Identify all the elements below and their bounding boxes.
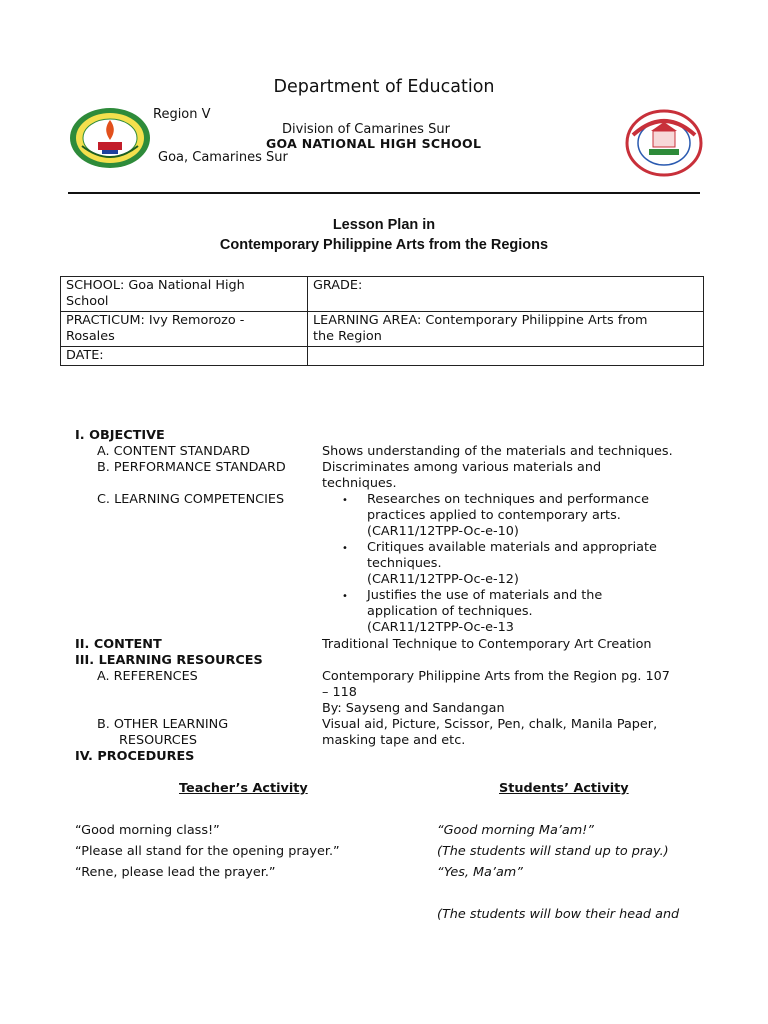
competency-line: Critiques available materials and appropriate — [367, 540, 657, 555]
header-divider — [68, 192, 700, 194]
competency-line: application of techniques. — [367, 604, 533, 619]
references-line: – 118 — [322, 685, 357, 700]
student-line: “Yes, Ma’am” — [437, 865, 523, 880]
division-text: Division of Camarines Sur — [282, 122, 450, 137]
references-line: By: Sayseng and Sandangan — [322, 701, 505, 716]
title-line-2: Contemporary Philippine Arts from the Regions — [219, 237, 549, 253]
practicum-cell-line: Rosales — [66, 329, 115, 344]
references-line: Contemporary Philippine Arts from the Region pg. 107 — [322, 669, 670, 684]
performance-standard-line: techniques. — [322, 476, 397, 491]
school-cell-line: School — [66, 294, 109, 309]
student-line: (The students will bow their head and — [437, 907, 680, 922]
lesson-info-table — [60, 276, 704, 366]
competency-line: Researches on techniques and performance — [367, 492, 649, 507]
other-resources-label-line: RESOURCES — [119, 733, 197, 748]
competency-line: techniques. — [367, 556, 442, 571]
procedures-heading: IV. PROCEDURES — [75, 749, 195, 764]
content-value: Traditional Technique to Contemporary Art Creation — [322, 637, 652, 652]
competency-code: (CAR11/12TPP-Oc-e-12) — [367, 572, 519, 587]
region-text: Region V — [153, 107, 211, 122]
performance-standard-value — [322, 460, 601, 492]
competency-line: practices applied to contemporary arts. — [367, 508, 621, 523]
bullet-icon: • — [342, 591, 348, 602]
bullet-icon: • — [342, 543, 348, 554]
competency-code: (CAR11/12TPP-Oc-e-10) — [367, 524, 519, 539]
learning-area-line: LEARNING AREA: Contemporary Philippine Arts from — [313, 313, 648, 328]
objective-heading: I. OBJECTIVE — [75, 428, 165, 443]
division-seal-logo — [68, 106, 152, 170]
school-seal-logo — [625, 109, 703, 177]
other-resources-label — [97, 717, 228, 749]
grade-cell: GRADE: — [308, 277, 704, 312]
town-text: Goa, Camarines Sur — [158, 150, 288, 165]
table-row — [61, 347, 704, 366]
bullet-icon: • — [342, 495, 348, 506]
references-label: A. REFERENCES — [97, 669, 198, 684]
table-row — [61, 312, 704, 347]
practicum-cell — [61, 312, 308, 347]
other-resources-line: masking tape and etc. — [322, 733, 466, 748]
learning-competencies-label: C. LEARNING COMPETENCIES — [97, 492, 285, 507]
practicum-cell-line: PRACTICUM: Ivy Remorozo - — [66, 313, 245, 328]
performance-standard-line: Discriminates among various materials and — [322, 460, 602, 475]
department-title: Department of Education — [273, 77, 495, 97]
competency-line: Justifies the use of materials and the — [367, 588, 603, 603]
learning-resources-heading: III. LEARNING RESOURCES — [75, 653, 263, 668]
empty-cell — [308, 347, 704, 366]
table-row — [61, 277, 704, 312]
learning-area-cell — [308, 312, 704, 347]
content-standard-value: Shows understanding of the materials and techniques. — [322, 444, 673, 459]
student-line: (The students will stand up to pray.) — [437, 844, 669, 859]
teacher-line: “Please all stand for the opening prayer.” — [75, 844, 340, 859]
other-resources-line: Visual aid, Picture, Scissor, Pen, chalk, Manila Paper, — [322, 717, 658, 732]
performance-standard-label: B. PERFORMANCE STANDARD — [97, 460, 286, 475]
teacher-line: “Good morning class!” — [75, 823, 220, 838]
title-line-1: Lesson Plan in — [332, 217, 436, 233]
lesson-plan-title — [0, 215, 768, 255]
teacher-line: “Rene, please lead the prayer.” — [75, 865, 276, 880]
competency-item — [367, 492, 649, 540]
school-cell-line: SCHOOL: Goa National High — [66, 278, 245, 293]
content-heading: II. CONTENT — [75, 637, 162, 652]
competency-item — [367, 588, 602, 636]
school-name: GOA NATIONAL HIGH SCHOOL — [266, 136, 482, 151]
content-standard-label: A. CONTENT STANDARD — [97, 444, 251, 459]
student-line: “Good morning Ma’am!” — [437, 823, 594, 838]
learning-area-line: the Region — [313, 329, 382, 344]
competency-code: (CAR11/12TPP-Oc-e-13 — [367, 620, 514, 635]
other-resources-value — [322, 717, 657, 749]
students-activity-heading: Students’ Activity — [499, 781, 629, 796]
date-cell: DATE: — [61, 347, 308, 366]
school-cell — [61, 277, 308, 312]
references-value — [322, 669, 670, 717]
other-resources-label-line: B. OTHER LEARNING — [97, 717, 229, 732]
competency-item — [367, 540, 657, 588]
teacher-activity-heading: Teacher’s Activity — [179, 781, 308, 796]
